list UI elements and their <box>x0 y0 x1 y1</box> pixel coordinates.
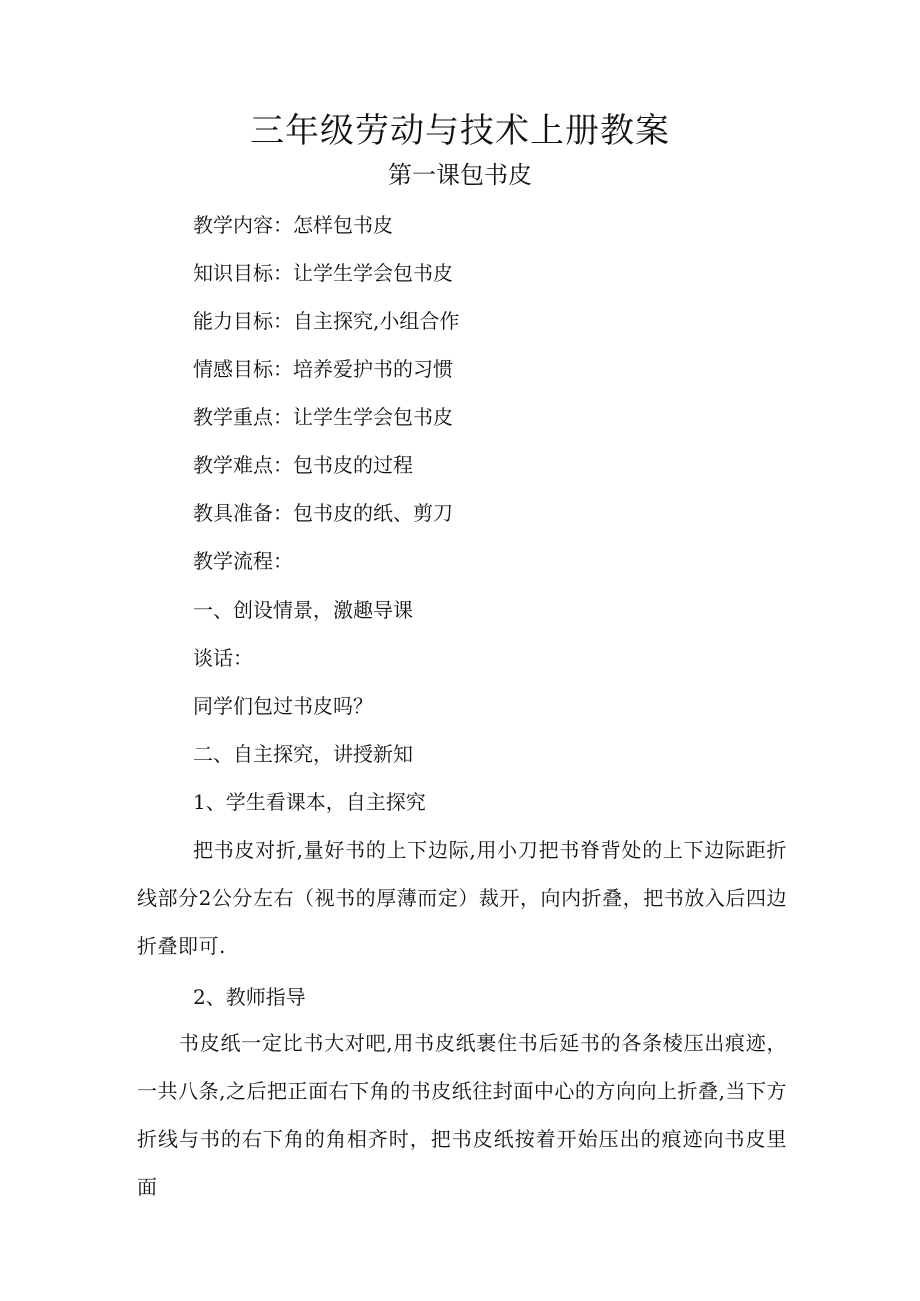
emotion-goal-line: 情感目标：培养爱护书的习惯 <box>193 357 453 381</box>
step-two-heading: 2、教师指导 <box>193 985 306 1009</box>
knowledge-goal-line: 知识目标：让学生学会包书皮 <box>193 261 453 285</box>
talk-label: 谈话： <box>193 646 253 670</box>
teaching-key-point-line: 教学重点：让学生学会包书皮 <box>193 405 453 429</box>
teaching-process-heading: 教学流程： <box>193 549 293 573</box>
teaching-difficulty-line: 教学难点：包书皮的过程 <box>193 453 413 477</box>
ability-goal-line: 能力目标：自主探究,小组合作 <box>193 309 460 333</box>
step-one-paragraph: 把书皮对折,量好书的上下边际,用小刀把书脊背处的上下边际距折线部分2公分左右（视书的厚薄而定）裁开，向内折叠，把书放入后四边折叠即可. <box>137 838 787 958</box>
teaching-content-line: 教学内容：怎样包书皮 <box>193 213 393 237</box>
section-two-heading: 二、自主探究，讲授新知 <box>193 742 413 766</box>
question-line: 同学们包过书皮吗？ <box>193 694 373 718</box>
document-title: 三年级劳动与技术上册教案 <box>250 111 670 151</box>
lesson-subtitle: 第一课包书皮 <box>388 161 532 189</box>
section-one-heading: 一、创设情景，激趣导课 <box>193 598 413 622</box>
step-one-heading: 1、学生看课本，自主探究 <box>193 790 426 814</box>
teaching-tools-line: 教具准备：包书皮的纸、剪刀 <box>193 501 453 525</box>
step-two-paragraph: 书皮纸一定比书大对吧,用书皮纸裹住书后延书的各条棱压出痕迹，一共八条,之后把正面右下角的书皮纸往封面中心的方向向上折叠,当下方折线与书的右下角的角相齐时，把书皮纸按着开始压出的痕迹向书皮里面 <box>137 1031 787 1199</box>
